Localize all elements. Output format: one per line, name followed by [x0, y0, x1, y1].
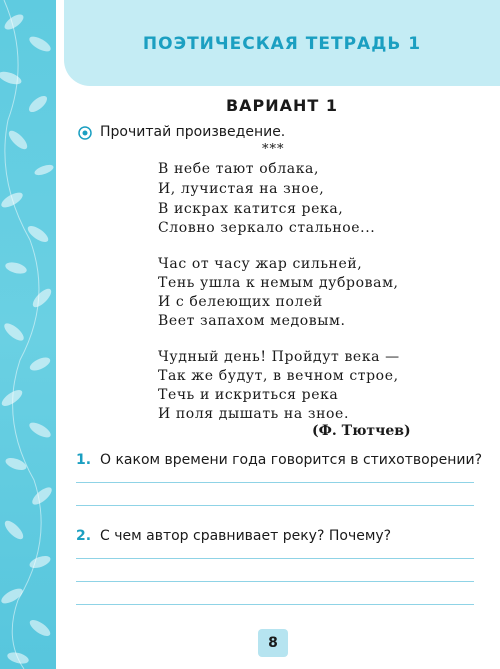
poem-line: Течь и искриться река — [158, 387, 339, 403]
poem-line: И поля дышать на зное. — [158, 406, 349, 422]
poem-line: Час от часу жар сильней, — [158, 256, 363, 272]
answer-line[interactable] — [76, 604, 474, 605]
target-bullet-icon — [78, 126, 92, 140]
answer-line[interactable] — [76, 558, 474, 559]
poem-line: Так же будут, в вечном строе, — [158, 368, 399, 384]
poem-line: И, лучистая на зное, — [158, 181, 325, 197]
poem-line: Тень ушла к немым дубровам, — [158, 275, 399, 291]
poem-author: (Ф. Тютчев) — [312, 423, 411, 439]
page-number: 8 — [258, 629, 288, 657]
variant-heading: ВАРИАНТ 1 — [225, 96, 339, 115]
answer-line[interactable] — [76, 505, 474, 506]
question-text: С чем автор сравнивает реку? Почему? — [100, 528, 392, 544]
answer-line[interactable] — [76, 482, 474, 483]
decorative-sidebar — [0, 0, 56, 669]
leaf-pattern-icon — [0, 0, 56, 669]
poem-stars: *** — [262, 142, 285, 157]
poem-line: Чудный день! Пройдут века — — [158, 349, 400, 365]
poem-line: И с белеющих полей — [158, 294, 323, 310]
task-instruction: Прочитай произведение. — [100, 124, 286, 140]
question-number: 1. — [76, 452, 92, 468]
page-title: ПОЭТИЧЕСКАЯ ТЕТРАДЬ 1 — [142, 34, 422, 54]
poem-line: Веет запахом медовым. — [158, 313, 346, 329]
poem-line: Словно зеркало стальное... — [158, 220, 376, 236]
poem-line: В искрах катится река, — [158, 201, 344, 217]
question-text: О каком времени года говорится в стихотворении? — [100, 452, 482, 468]
question-number: 2. — [76, 528, 92, 544]
answer-line[interactable] — [76, 581, 474, 582]
poem-line: В небе тают облака, — [158, 161, 320, 177]
